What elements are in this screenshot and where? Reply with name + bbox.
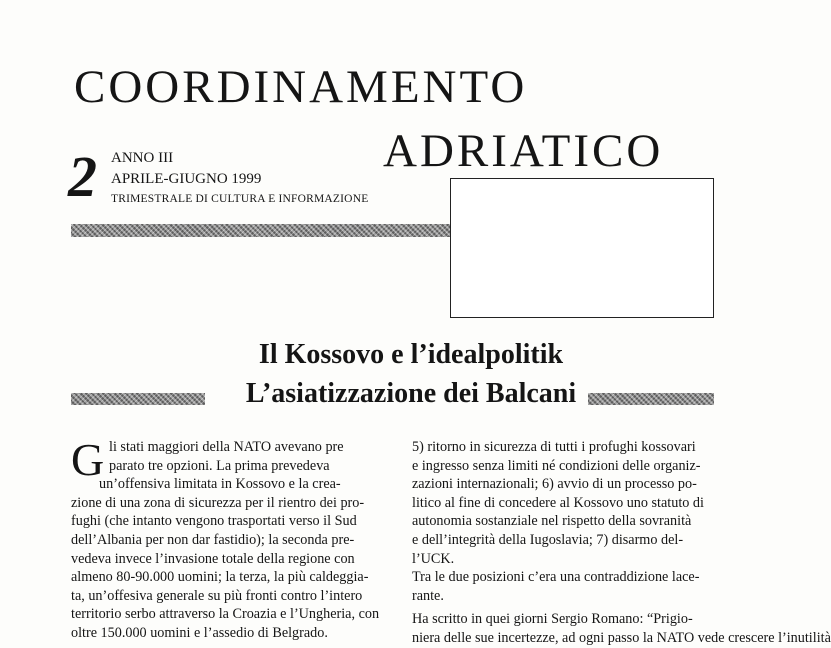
text-line: niera delle sue incertezze, ad ogni passo la NATO vede crescere l’inutilità (412, 629, 831, 646)
text-line: almeno 80-90.000 uomini; la terza, la più caldeggia- (71, 569, 369, 586)
text-line: autonomia sostanziale nel rispetto della sovranità (412, 513, 692, 530)
article-subheadline: L’asiatizzazione dei Balcani (245, 378, 577, 409)
text-line: zione di una zona di sicurezza per il rientro dei pro- (71, 494, 365, 511)
text-line: rante. (412, 587, 444, 604)
text-line: oltre 150.000 uomini e l’assedio di Belgrado. (71, 624, 328, 641)
masthead-title-line1: COORDINAMENTO (74, 61, 528, 113)
text-line: litico al fine di concedere al Kossovo uno statuto di (412, 494, 704, 511)
issue-number: 2 (68, 144, 97, 209)
text-line: l’UCK. (412, 550, 455, 567)
text-line: ta, un’offesiva generale su più fronti contro l’intero (71, 587, 363, 604)
drop-cap: G (71, 434, 105, 485)
text-line: vedeva invece l’invasione totale della regione con (71, 550, 355, 567)
text-line: Ha scritto in quei giorni Sergio Romano: “Prigio- (412, 611, 693, 628)
text-line: 5) ritorno in sicurezza di tutti i profughi kossovari (412, 439, 696, 455)
issue-year: ANNO III (111, 150, 174, 166)
article-column-right (412, 438, 831, 648)
text-line: fughi (che intanto vengono trasportati verso il Sud (71, 513, 357, 530)
text-line: e ingresso senza limiti né condizioni delle organiz- (412, 457, 701, 474)
issue-months: APRILE-GIUGNO 1999 (111, 171, 262, 187)
address-label-box (450, 178, 714, 318)
text-line: dell’Albania per non dar fastidio); la seconda pre- (71, 531, 355, 548)
masthead-subtitle: TRIMESTRALE DI CULTURA E INFORMAZIONE (111, 193, 369, 205)
text-line: e dell’integrità della Iugoslavia; 7) disarmo del- (412, 531, 684, 548)
masthead-title-line2: ADRIATICO (383, 125, 664, 177)
text-line: parato tre opzioni. La prima prevedeva (109, 457, 330, 474)
headline-divider-right (588, 393, 714, 405)
article-headline: Il Kossovo e l’idealpolitik (258, 339, 564, 370)
text-line: zazioni internazionali; 6) avvio di un processo po- (412, 476, 697, 493)
text-line: territorio serbo attraverso la Croazia e l’Ungheria, con (71, 606, 380, 623)
masthead-divider (71, 224, 451, 237)
text-line: un’offensiva limitata in Kossovo e la crea- (99, 476, 341, 493)
text-line: li stati maggiori della NATO avevano pre (109, 439, 344, 455)
article-column-left (71, 434, 391, 643)
text-line: Tra le due posizioni c’era una contraddizione lace- (412, 569, 700, 586)
